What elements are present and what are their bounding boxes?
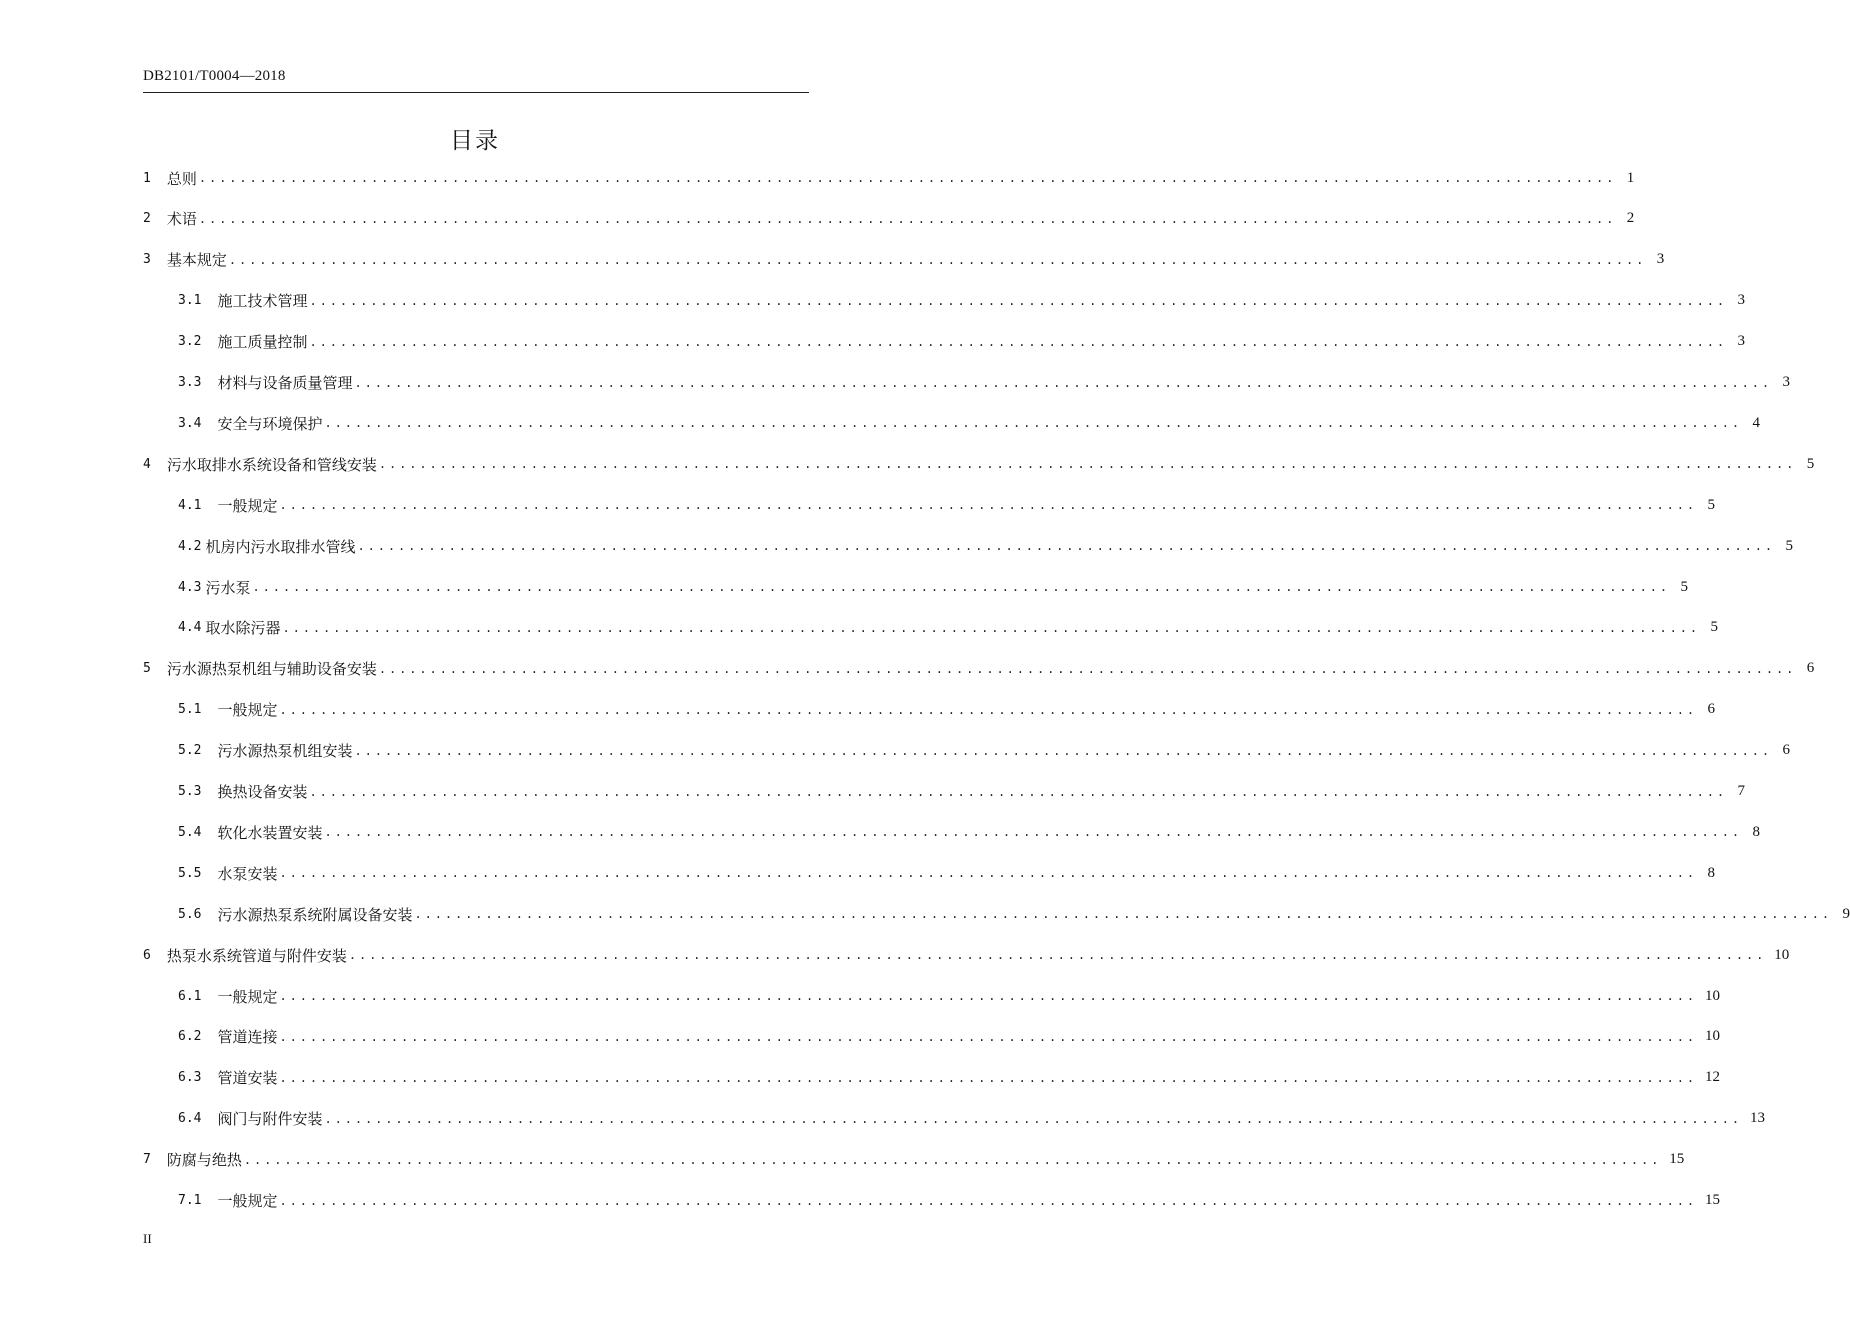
toc-entry-number: 6.3 (178, 1070, 202, 1086)
toc-entry-page: 6 (1806, 660, 1815, 677)
toc-entry[interactable] (143, 772, 1745, 812)
toc-entry[interactable] (143, 853, 1715, 893)
dot-leader: ............................................................................................................................................ (198, 211, 1617, 226)
toc-entry-title: 管道连接 (217, 1028, 278, 1047)
toc-entry-number: 3.2 (178, 334, 202, 350)
toc-entry-title: 施工质量控制 (217, 333, 308, 352)
dot-leader: ............................................................................................................................................ (279, 1029, 1697, 1044)
toc-entry-page: 10 (1704, 987, 1720, 1004)
toc-entry-page: 3 (1737, 333, 1745, 350)
dot-leader: ............................................................................................................................................ (279, 866, 1697, 881)
toc-entry[interactable] (143, 649, 1815, 689)
toc-entry[interactable] (143, 608, 1718, 648)
toc-entry[interactable] (143, 1058, 1720, 1098)
toc-entry-title: 基本规定 (166, 251, 227, 270)
toc-entry-title: 阀门与附件安装 (217, 1110, 323, 1129)
dot-leader: ............................................................................................................................................ (279, 498, 1697, 513)
dot-leader: ............................................................................................................................................ (243, 1152, 1662, 1167)
toc-entry[interactable] (143, 567, 1688, 607)
dot-leader: ............................................................................................................................................ (378, 661, 1797, 676)
toc-entry[interactable] (143, 158, 1635, 198)
toc-entry-number: 5.4 (178, 824, 202, 840)
toc-entry-title: 污水源热泵机组安装 (217, 742, 353, 761)
dot-leader: ............................................................................................................................................ (357, 539, 1775, 554)
dot-leader: ............................................................................................................................................ (309, 293, 1727, 308)
dot-leader: ............................................................................................................................................ (309, 784, 1727, 799)
toc-entry-title: 污水取排水系统设备和管线安装 (166, 455, 377, 474)
toc-entry-number: 5.5 (178, 865, 202, 881)
dot-leader: ............................................................................................................................................ (378, 457, 1797, 472)
dot-leader: ............................................................................................................................................ (282, 620, 1700, 635)
toc-entry-title: 污水源热泵机组与辅助设备安装 (166, 660, 377, 679)
toc-entry-page: 15 (1669, 1151, 1685, 1168)
toc-entry-page: 12 (1704, 1069, 1720, 1086)
toc-entry-number: 4.4 (178, 620, 202, 636)
document-code: DB2101/T0004—2018 (143, 68, 286, 84)
toc-entry-title: 防腐与绝热 (166, 1151, 242, 1170)
toc-entry-page: 5 (1806, 455, 1815, 472)
toc-entry-page: 1 (1626, 169, 1635, 186)
toc-entry-number: 5.6 (178, 906, 202, 922)
toc-entry-number: 3.1 (178, 293, 202, 309)
toc-entry-page: 3 (1737, 292, 1745, 309)
toc-entry[interactable] (143, 1140, 1685, 1180)
dot-leader: ............................................................................................................................................ (279, 989, 1697, 1003)
toc-entry-title: 术语 (166, 210, 197, 229)
toc-entry-page: 7 (1737, 783, 1745, 799)
toc-entry-page: 2 (1626, 210, 1635, 227)
toc-entry-number: 5.3 (178, 784, 202, 799)
toc-entry-number: 4 (143, 456, 151, 472)
toc-entry-number: 6.4 (178, 1111, 202, 1127)
toc-entry-page: 6 (1707, 701, 1715, 718)
dot-leader: ............................................................................................................................................ (348, 948, 1767, 963)
toc-entry[interactable] (143, 526, 1793, 566)
toc-entry[interactable] (143, 403, 1760, 443)
toc-entry-page: 9 (1842, 905, 1850, 922)
toc-entry[interactable] (143, 485, 1715, 525)
toc-entry[interactable] (143, 935, 1790, 975)
toc-entry[interactable] (143, 199, 1635, 239)
header-rule (143, 92, 809, 93)
toc-entry-page: 13 (1749, 1110, 1765, 1127)
toc-entry-page: 3 (1656, 251, 1665, 268)
toc-entry[interactable] (143, 444, 1815, 484)
toc-entry-number: 2 (143, 211, 151, 227)
toc-entry-title: 热泵水系统管道与附件安装 (166, 946, 347, 965)
dot-leader: ............................................................................................................................................ (309, 334, 1727, 349)
toc-entry-page: 6 (1782, 742, 1790, 759)
toc-entry-title: 水泵安装 (217, 864, 278, 883)
toc-entry-title: 取水除污器 (205, 619, 281, 638)
dot-leader: ............................................................................................................................................ (414, 907, 1832, 922)
toc-entry-page: 10 (1774, 946, 1790, 963)
toc-entry-number: 5.2 (178, 743, 202, 759)
toc-entry-title: 材料与设备质量管理 (217, 374, 353, 392)
toc-entry[interactable] (143, 240, 1665, 280)
toc-entry[interactable] (143, 281, 1745, 321)
toc-entry[interactable] (143, 812, 1760, 852)
page-title: 目录 (450, 128, 500, 154)
toc-entry-number: 4.1 (178, 497, 202, 513)
toc-entry[interactable] (143, 976, 1720, 1016)
toc-entry-number: 4.2 (178, 538, 202, 554)
toc-entry-page: 3 (1782, 374, 1790, 390)
toc-entry-page: 10 (1704, 1028, 1720, 1045)
toc-entry-page: 5 (1710, 619, 1718, 636)
toc-entry[interactable] (143, 1017, 1720, 1057)
dot-leader: ............................................................................................................................................ (279, 702, 1697, 717)
dot-leader: ............................................................................................................................................ (252, 580, 1670, 594)
toc-entry-title: 换热设备安装 (217, 783, 308, 801)
toc-entry-number: 3.3 (178, 375, 202, 390)
toc-entry-number: 3 (143, 252, 151, 268)
toc-entry-number: 7 (143, 1152, 151, 1168)
dot-leader: ............................................................................................................................................ (279, 1070, 1697, 1085)
toc-entry-page: 8 (1707, 864, 1715, 881)
toc-entry-number: 6.1 (178, 988, 202, 1004)
toc-entry-page: 5 (1680, 578, 1688, 595)
dot-leader: ............................................................................................................................................ (354, 743, 1772, 758)
toc-entry-number: 5.1 (178, 702, 202, 718)
toc-entry-title: 污水泵 (205, 578, 251, 597)
toc-entry-page: 4 (1752, 414, 1760, 431)
dot-leader: ............................................................................................................................................ (324, 416, 1742, 431)
dot-leader: ............................................................................................................................................ (324, 825, 1742, 840)
toc-entry[interactable] (143, 1099, 1765, 1139)
toc-entry-title: 一般规定 (217, 987, 278, 1006)
toc-entry-page: 5 (1707, 496, 1715, 513)
toc-entry-title: 一般规定 (217, 1192, 278, 1210)
toc-entry-title: 机房内污水取排水管线 (205, 537, 356, 556)
toc-entry[interactable] (143, 731, 1790, 771)
toc-entry-page: 8 (1752, 823, 1760, 840)
toc-entry-number: 4.3 (178, 579, 202, 595)
toc-entry-page: 5 (1785, 537, 1793, 554)
dot-leader: ............................................................................................................................................ (198, 171, 1617, 185)
toc-entry-number: 6.2 (178, 1029, 202, 1045)
dot-leader: ............................................................................................................................................ (279, 1193, 1697, 1208)
toc-entry-number: 3.4 (178, 415, 202, 431)
dot-leader: ............................................................................................................................................ (354, 375, 1772, 390)
toc-entry[interactable] (143, 1181, 1720, 1221)
toc-entry-number: 6 (143, 947, 151, 963)
toc-entry[interactable] (143, 894, 1850, 934)
toc-entry-number: 7.1 (178, 1193, 202, 1208)
toc-entry-title: 一般规定 (217, 496, 278, 515)
toc-entry-title: 总则 (166, 169, 197, 188)
dot-leader: ............................................................................................................................................ (324, 1111, 1742, 1126)
toc-entry-number: 5 (143, 661, 151, 677)
toc-entry-title: 一般规定 (217, 701, 278, 720)
toc-entry-title: 污水源热泵系统附属设备安装 (217, 905, 413, 924)
toc-entry-page: 15 (1704, 1192, 1720, 1208)
toc-entry[interactable] (143, 322, 1745, 362)
toc-entry[interactable] (143, 690, 1715, 730)
toc-entry-title: 施工技术管理 (217, 292, 308, 311)
toc-entry-title: 管道安装 (217, 1069, 278, 1088)
toc-entry-title: 软化水装置安装 (217, 823, 323, 842)
dot-leader: ............................................................................................................................................ (228, 252, 1647, 267)
page-number: II (143, 1231, 152, 1246)
toc-entry-number: 1 (143, 170, 151, 186)
toc-entry[interactable] (143, 363, 1790, 403)
toc-entry-title: 安全与环境保护 (217, 414, 323, 433)
